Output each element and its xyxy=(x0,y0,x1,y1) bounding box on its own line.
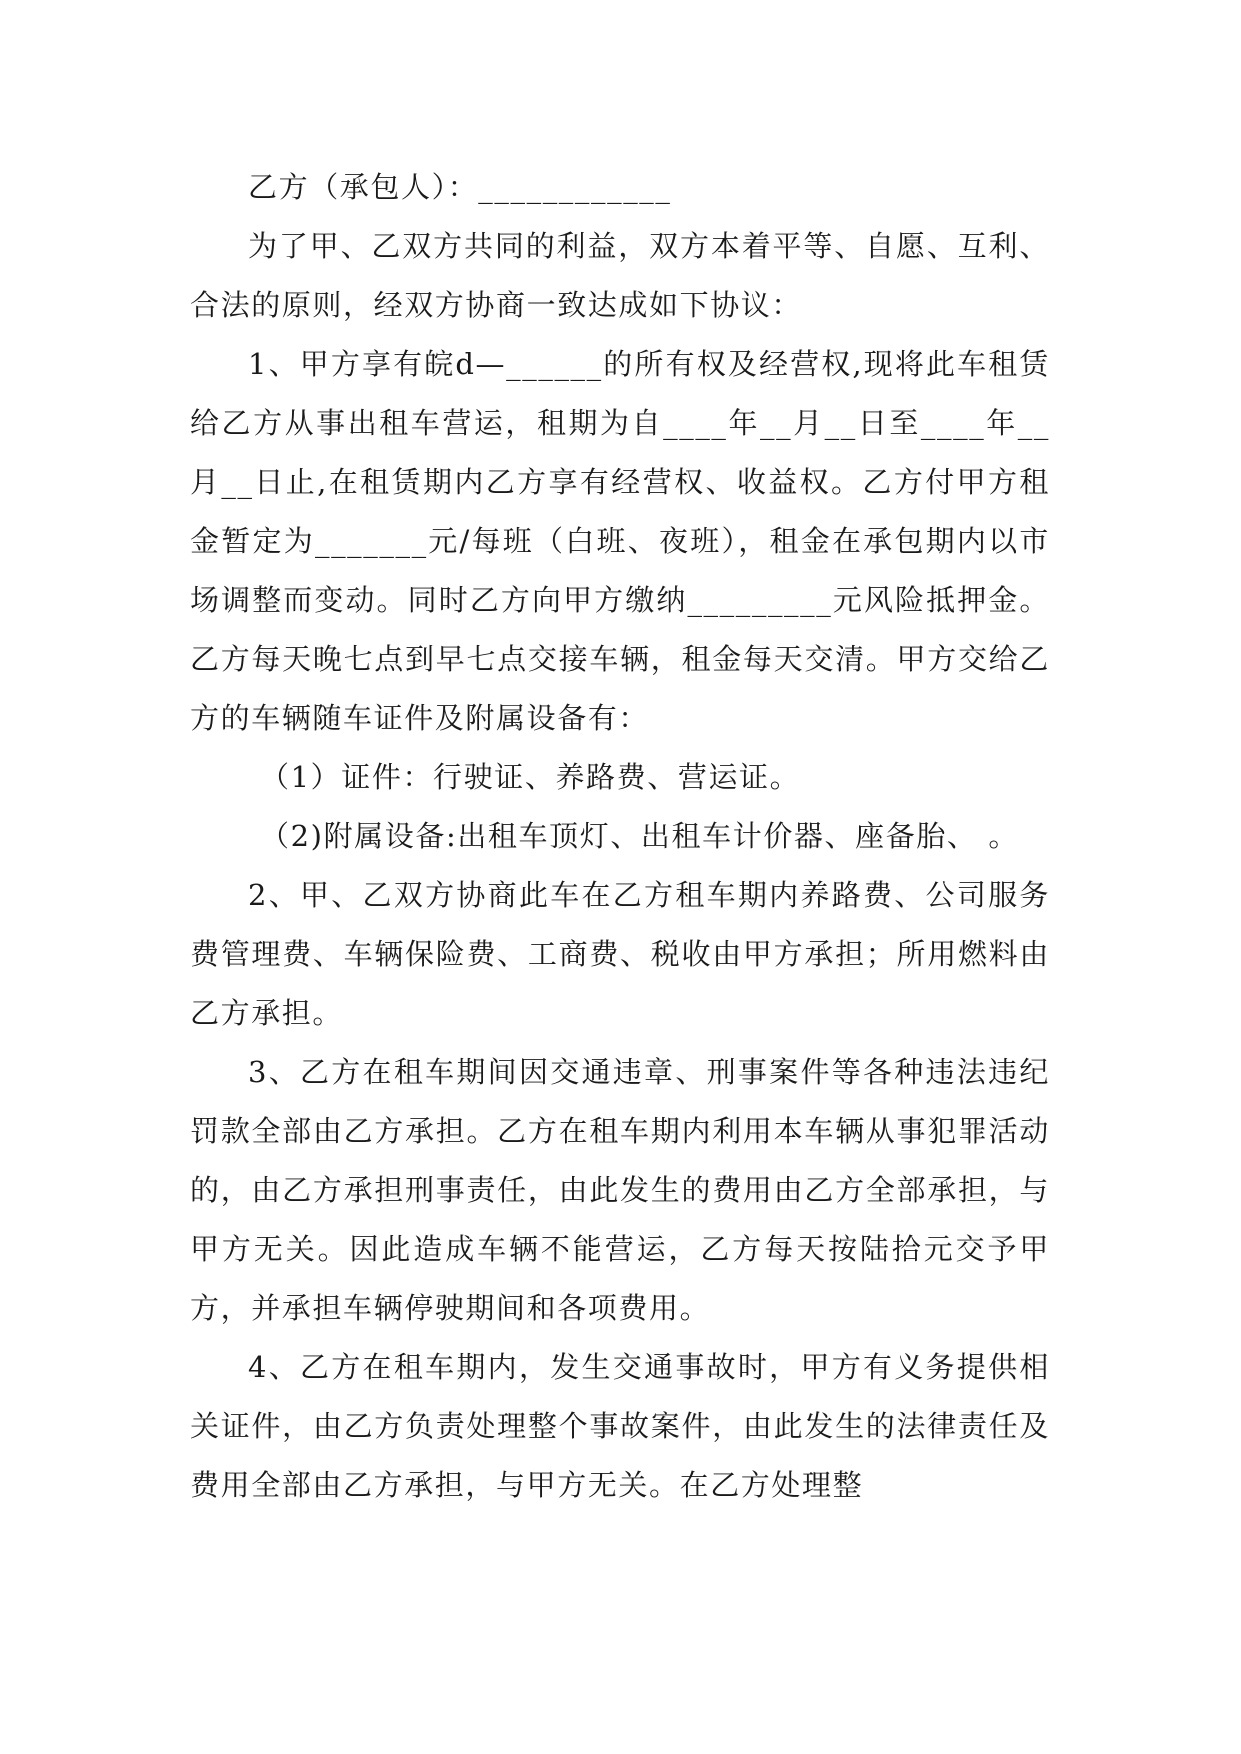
clause-1-item-equipment: （2)附属设备:出租车顶灯、出租车计价器、座备胎、 。 xyxy=(260,819,1019,853)
clause-4-paragraph: 4、乙方在租车期内，发生交通事故时，甲方有义务提供相关证件，由乙方负责处理整个事故案件，由此发生的法律责任及费用全部由乙方承担，与甲方无关。在乙方处理整 xyxy=(190,1350,1050,1502)
clause-2-paragraph: 2、甲、乙双方协商此车在乙方租车期内养路费、公司服务费管理费、车辆保险费、工商费、税收由甲方承担；所用燃料由乙方承担。 xyxy=(190,878,1050,1030)
clause-1-paragraph: 1、甲方享有皖d—______的所有权及经营权,现将此车租赁给乙方从事出租车营运，租期为自____年__月__日至____年__月__日止,在租赁期内乙方享有经营权、收益权。乙方付甲方租金暂定为_______元/每班（白班、夜班），租金在承包期内以市场调整而变动。同时乙方向甲方缴纳_________元风险抵押金。乙方每天晚七点到早七点交接车辆，租金每天交清。甲方交给乙方的车辆随车证件及附属设备有： xyxy=(190,347,1050,735)
party-b-line: 乙方（承包人）：____________ xyxy=(248,170,672,204)
preamble-paragraph: 为了甲、乙双方共同的利益，双方本着平等、自愿、互利、合法的原则，经双方协商一致达成如下协议： xyxy=(190,229,1050,322)
contract-page xyxy=(190,158,1050,1515)
clause-1-item-documents: （1）证件：行驶证、养路费、营运证。 xyxy=(260,760,801,794)
clause-3-paragraph: 3、乙方在租车期间因交通违章、刑事案件等各种违法违纪罚款全部由乙方承担。乙方在租车期内利用本车辆从事犯罪活动的，由乙方承担刑事责任，由此发生的费用由乙方全部承担，与甲方无关。因此造成车辆不能营运，乙方每天按陆拾元交予甲方，并承担车辆停驶期间和各项费用。 xyxy=(190,1055,1050,1325)
